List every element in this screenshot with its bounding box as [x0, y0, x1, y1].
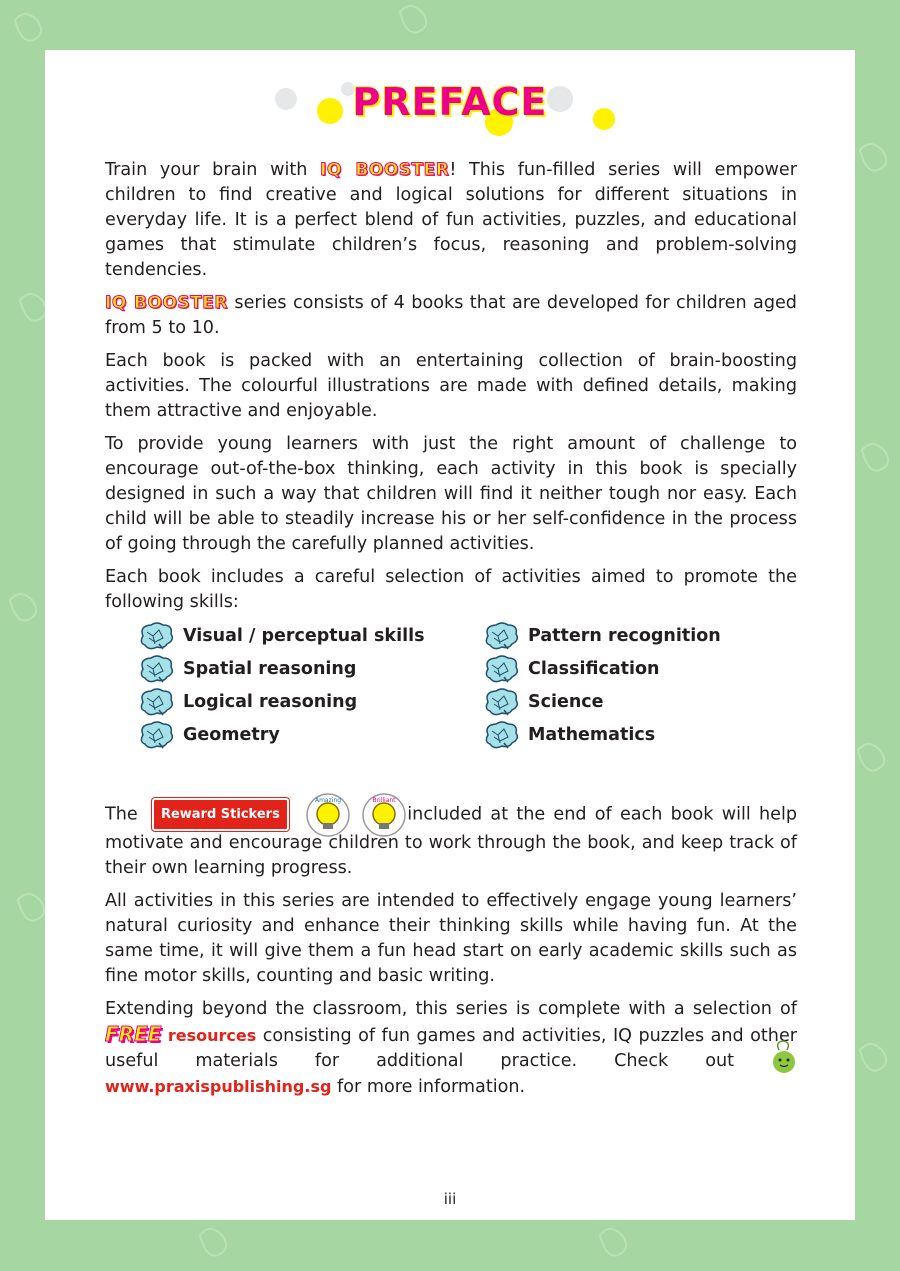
paragraph-curiosity: All activities in this series are intended to effectively engage young learners’ natural curiosity and enhance their thinking skills while having fun. At the same time, it will give them a fun head start on early academic skills such as fine motor skills, counting and basic writing. [105, 891, 797, 986]
skill-item [482, 689, 782, 715]
title-area [45, 80, 855, 160]
bean-mascot-icon [771, 1040, 797, 1074]
page-number: iii [443, 1190, 457, 1208]
text: for more information. [337, 1077, 526, 1097]
text: consisting of fun games and activities, IQ puzzles and other useful materials for additional practice. Check out [105, 1026, 798, 1071]
lightbulb-icon [361, 792, 407, 838]
paragraph-intro [105, 158, 797, 283]
free-label: FREE [105, 1022, 162, 1046]
skill-item [137, 623, 482, 649]
page-title: PREFACE [352, 80, 548, 124]
text: series consists of 4 books that are developed for children aged from 5 to 10. [105, 293, 797, 338]
skill-item [137, 689, 482, 715]
website-link[interactable]: www.praxispublishing.sg [105, 1077, 332, 1096]
paragraph-challenge: To provide young learners with just the right amount of challenge to encourage out-of-the-box thinking, each activity in this book is specially designed in such a way that children will find it neither tough nor easy. Each child will be able to steadily increase his or her self-confidence in the process of going through the carefully planned activities. [105, 434, 797, 554]
skill-item [482, 623, 782, 649]
sticker-label: Amazing [315, 796, 342, 804]
paragraph-collection: Each book is packed with an entertaining collection of brain-boosting activities. The colourful illustrations are made with defined details, making them attractive and enjoyable. [105, 351, 797, 421]
brain-icon [137, 688, 175, 716]
paragraph-resources [105, 997, 797, 1100]
sticker-label: Brilliant [372, 796, 396, 804]
skill-label: Visual / perceptual skills [183, 625, 425, 646]
paragraph-rewards [105, 798, 797, 881]
text: Extending beyond the classroom, this series is complete with a selection of [105, 999, 797, 1019]
lightbulb-icon [305, 792, 351, 838]
skill-label: Logical reasoning [183, 691, 358, 712]
skill-item [137, 722, 482, 748]
skill-label: Pattern recognition [528, 625, 721, 646]
skill-item [137, 656, 482, 682]
paragraph-skills-intro: Each book includes a careful selection of activities aimed to promote the following skills: [105, 567, 797, 612]
text: The [105, 804, 146, 825]
brain-icon [137, 721, 175, 749]
skills-list [137, 623, 797, 748]
brain-icon [482, 688, 520, 716]
skill-label: Spatial reasoning [183, 658, 357, 679]
text: Train your brain with [105, 160, 321, 180]
skill-label: Mathematics [528, 724, 656, 745]
paragraph-series [105, 291, 797, 341]
brand-logo: IQ BOOSTER [105, 293, 228, 313]
brand-logo: IQ BOOSTER [320, 160, 450, 180]
brain-icon [482, 655, 520, 683]
skill-label: Geometry [183, 724, 280, 745]
text: ! This fun-filled series will empower children to find creative and logical solutions for different situations in everyday life. It is a perfect blend of fun activities, puzzles, and educational games that stimulate children’s focus, reasoning and problem-solving tendencies. [105, 160, 797, 280]
resources-label: resources [167, 1026, 257, 1045]
preface-page [45, 50, 855, 1220]
brain-icon [137, 622, 175, 650]
text: included at the end of each book will help motivate and encourage children to work through the book, and keep track of their own learning progress. [105, 804, 798, 878]
brain-icon [482, 721, 520, 749]
brain-icon [137, 655, 175, 683]
skill-label: Classification [528, 658, 660, 679]
skill-item [482, 656, 782, 682]
skill-item [482, 722, 782, 748]
preface-body [105, 158, 797, 1108]
skill-label: Science [528, 691, 604, 712]
reward-stickers-badge: Reward Stickers [152, 798, 289, 831]
brain-icon [482, 622, 520, 650]
